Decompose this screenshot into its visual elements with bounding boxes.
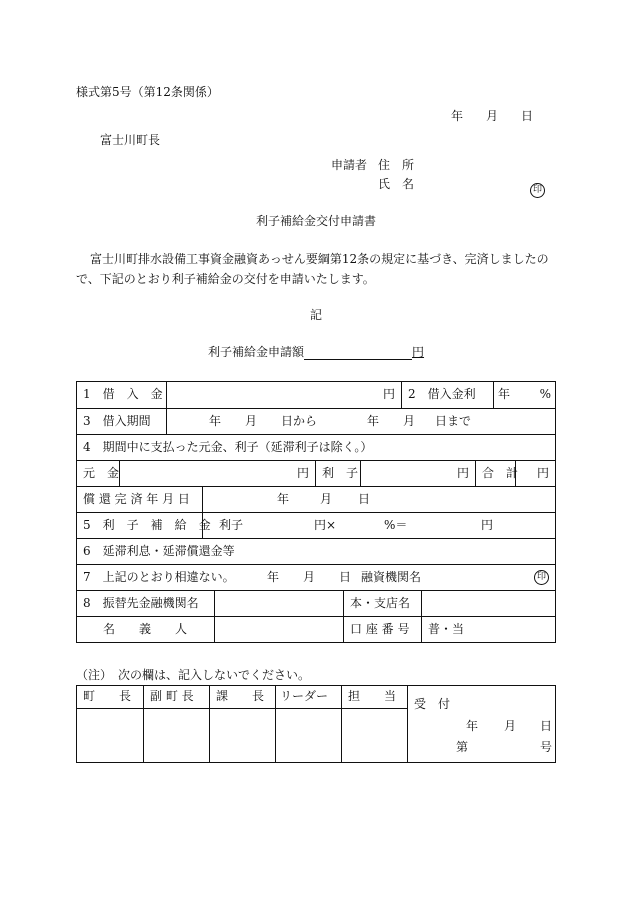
request-amount-unit: 円 [412, 345, 425, 359]
application-table [76, 381, 556, 643]
subsidy-yen: 円 [481, 518, 494, 532]
receipt-label: 受 付 [414, 697, 451, 711]
loan-rate-year: 年 [498, 387, 511, 401]
ki-heading: 記 [310, 308, 323, 322]
period-from-month: 月 [245, 414, 258, 428]
interest-label: 利 子 [315, 461, 360, 486]
loan-rate-field[interactable] [493, 382, 557, 408]
request-amount-input[interactable] [304, 345, 412, 360]
office-use-table [76, 685, 556, 763]
request-amount-label: 利子補給金申請額 [208, 345, 305, 359]
subsidy-label: 5 利 子 補 給 金 [83, 518, 211, 532]
total-unit: 円 [536, 466, 549, 480]
repayment-year: 年 [277, 492, 290, 506]
period-from-year: 年 [209, 414, 222, 428]
address-label: 住 所 [378, 158, 415, 172]
certification-day: 日 [339, 570, 352, 584]
loan-rate-label: 2 借入金利 [401, 382, 493, 408]
table-row-certification [77, 564, 555, 590]
receipt-month: 月 [504, 719, 517, 733]
table-row-subsidy [77, 512, 555, 538]
institution-label: 融資機関名 [361, 570, 422, 584]
certification-field[interactable] [77, 565, 555, 590]
period-to-year: 年 [367, 414, 380, 428]
loan-amount-unit: 円 [382, 387, 395, 401]
addressee: 富士川町長 [100, 133, 161, 147]
receipt-day: 日 [540, 719, 553, 733]
transfer-bank-label: 8 振替先金融機関名 [83, 596, 199, 610]
date-year: 年 [451, 109, 464, 123]
account-type: 普・当 [428, 622, 465, 636]
office-col-deputy-mayor [143, 686, 209, 762]
staff-label: 担 当 [342, 686, 407, 709]
repayment-day: 日 [358, 492, 371, 506]
deputy-mayor-label: 副 町 長 [144, 686, 209, 709]
principal-label: 元 金 [83, 466, 120, 480]
repayment-month: 月 [320, 492, 333, 506]
office-col-receipt [407, 686, 555, 762]
body-line-1: 富士川町排水設備工事資金融資あっせん要綱第12条の規定に基づき、完済しましたの [90, 252, 549, 266]
total-label: 合 計 [475, 461, 515, 486]
date-day: 日 [521, 109, 534, 123]
date-month: 月 [486, 109, 499, 123]
branch-field[interactable] [421, 591, 555, 616]
subsidy-pct-equals: %＝ [384, 518, 408, 532]
subsidy-yen-times: 円× [314, 518, 337, 532]
table-row-period [77, 408, 555, 434]
table-row-paid-heading [77, 434, 555, 460]
mayor-label: 町 長 [77, 686, 143, 709]
account-number-field[interactable] [421, 617, 555, 642]
office-col-mayor [77, 686, 143, 762]
receipt-dai: 第 [456, 740, 469, 754]
subsidy-field[interactable] [202, 513, 555, 538]
page-title: 利子補給金交付申請書 [256, 214, 377, 228]
interest-unit: 円 [456, 466, 469, 480]
loan-period-label: 3 借入期間 [83, 414, 151, 428]
office-col-staff [341, 686, 407, 762]
account-holder-field[interactable] [214, 617, 343, 642]
office-use-note: （注） 次の欄は、記入しないでください。 [76, 668, 311, 682]
loan-amount-field[interactable] [166, 382, 401, 408]
loan-period-field[interactable] [166, 409, 555, 434]
seal-icon: 印 [530, 183, 545, 198]
office-col-leader [275, 686, 341, 762]
certification-year: 年 [267, 570, 280, 584]
table-row-account [77, 616, 555, 642]
table-row-arrears [77, 538, 555, 564]
form-number: 様式第5号（第12条関係） [76, 85, 219, 99]
period-to-month: 月 [403, 414, 416, 428]
loan-rate-percent: % [539, 387, 551, 401]
section-chief-label: 課 長 [210, 686, 275, 709]
table-row-loan [77, 382, 555, 408]
repayment-date-field[interactable] [202, 487, 555, 512]
arrears-label: 6 延滞利息・延滞償還金等 [83, 544, 235, 558]
leader-label: リーダー [276, 686, 341, 709]
account-holder-label: 名 義 人 [103, 622, 188, 636]
office-col-section-chief [209, 686, 275, 762]
name-label: 氏 名 [378, 177, 415, 191]
paid-heading: 4 期間中に支払った元金、利子（延滞利子は除く。） [83, 440, 373, 454]
principal-unit: 円 [296, 466, 309, 480]
receipt-go: 号 [540, 740, 553, 754]
total-field[interactable] [515, 461, 555, 486]
table-row-transfer-bank [77, 590, 555, 616]
request-amount [208, 344, 424, 360]
period-from-day: 日から [281, 414, 318, 428]
certification-month: 月 [303, 570, 316, 584]
receipt-year: 年 [466, 719, 479, 733]
period-to-day: 日まで [435, 414, 472, 428]
table-row-paid-amounts [77, 460, 555, 486]
principal-field[interactable] [119, 461, 315, 486]
account-number-label: 口 座 番 号 [343, 617, 421, 642]
certification-label: 7 上記のとおり相違ない。 [83, 570, 235, 584]
table-row-repayment-date [77, 486, 555, 512]
branch-label: 本・支店名 [343, 591, 421, 616]
repayment-date-label: 償 還 完 済 年 月 日 [83, 492, 190, 506]
applicant-label: 申請者 [331, 158, 368, 172]
institution-seal-icon: 印 [534, 570, 549, 585]
subsidy-interest: 利子 [219, 518, 244, 532]
loan-amount-label: 1 借 入 金 [83, 387, 163, 401]
transfer-bank-field[interactable] [214, 591, 343, 616]
body-line-2: で、下記のとおり利子補給金の交付を申請いたします。 [76, 272, 375, 286]
interest-field[interactable] [360, 461, 475, 486]
